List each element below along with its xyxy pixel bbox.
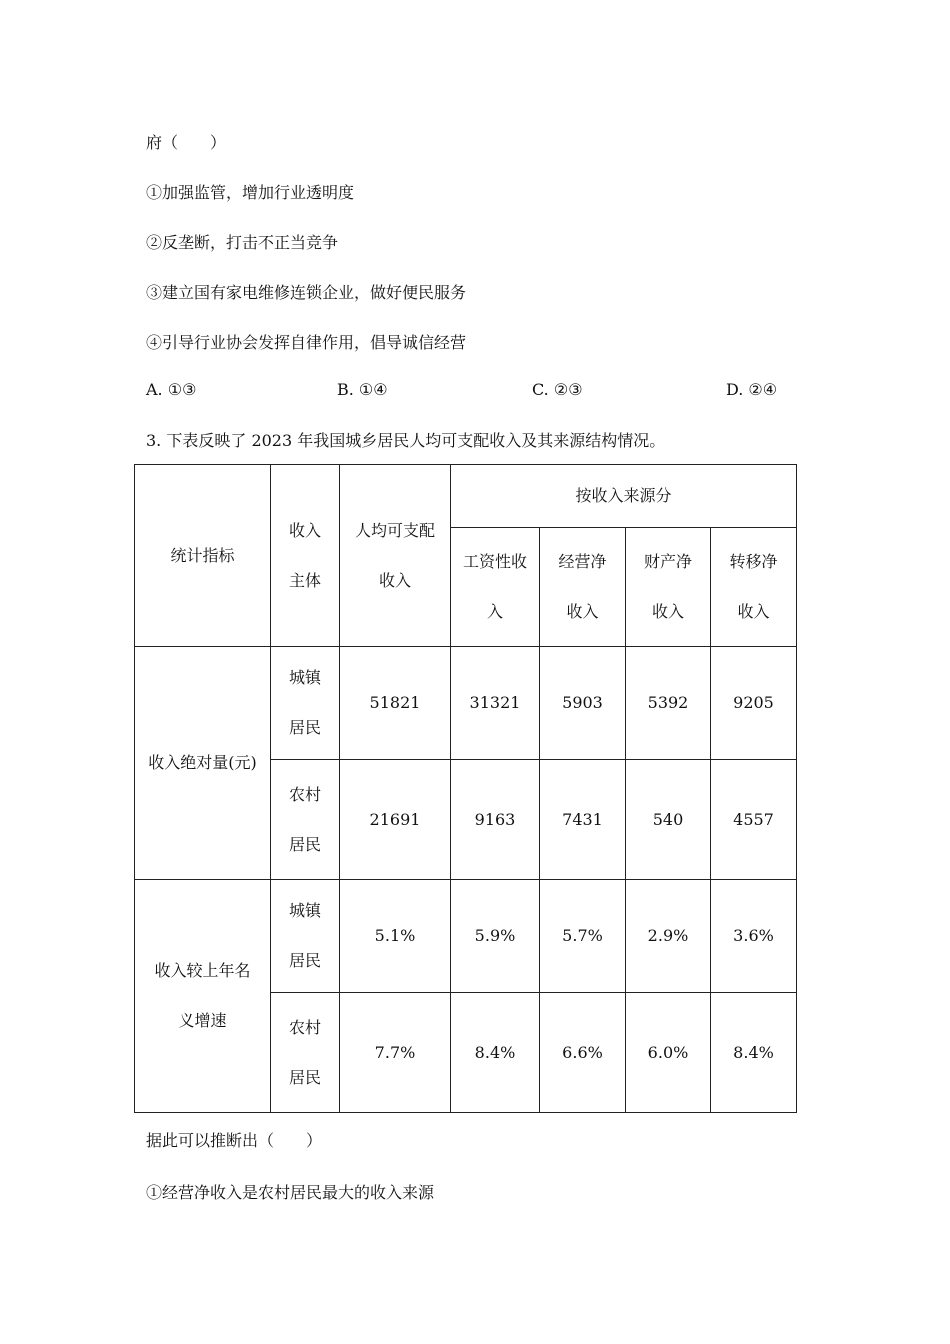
table-cell: 8.4% [451, 993, 540, 1113]
row-label-urban: 城镇 居民 [271, 647, 340, 760]
table-cell: 6.6% [540, 993, 626, 1113]
table-cell: 8.4% [711, 993, 797, 1113]
table-cell: 4557 [711, 760, 797, 880]
table-row [135, 647, 797, 760]
statement-2: ②反垄断，打击不正当竞争 [146, 233, 339, 252]
table-cell: 7431 [540, 760, 626, 880]
header-by-source: 按收入来源分 [451, 465, 797, 528]
inference-statement-1: ①经营净收入是农村居民最大的收入来源 [146, 1183, 435, 1202]
question-3-title: 3. 下表反映了 2023 年我国城乡居民人均可支配收入及其来源结构情况。 [146, 431, 666, 450]
table-cell: 21691 [340, 760, 451, 880]
option-a: A. ①③ [146, 380, 197, 399]
table-cell: 2.9% [626, 880, 711, 993]
table-cell: 5.7% [540, 880, 626, 993]
question-stem-tail: 府（ ） [146, 133, 227, 152]
table-row [135, 880, 797, 993]
table-cell: 5392 [626, 647, 711, 760]
table-cell: 5903 [540, 647, 626, 760]
row-label-rural: 农村 居民 [271, 760, 340, 880]
row-label-urban: 城镇 居民 [271, 880, 340, 993]
group-absolute: 收入绝对量(元) [135, 647, 271, 880]
table-cell: 5.9% [451, 880, 540, 993]
table-cell: 9163 [451, 760, 540, 880]
header-indicator: 统计指标 [135, 465, 271, 647]
header-business: 经营净 收入 [540, 528, 626, 647]
statement-3: ③建立国有家电维修连锁企业，做好便民服务 [146, 283, 467, 302]
table-cell: 31321 [451, 647, 540, 760]
table-cell: 3.6% [711, 880, 797, 993]
row-label-rural: 农村 居民 [271, 993, 340, 1113]
statement-4: ④引导行业协会发挥自律作用，倡导诚信经营 [146, 333, 467, 352]
option-c: C. ②③ [532, 380, 583, 399]
header-property: 财产净 收入 [626, 528, 711, 647]
table-cell: 5.1% [340, 880, 451, 993]
table-cell: 51821 [340, 647, 451, 760]
income-table [134, 464, 797, 1113]
header-per-capita: 人均可支配 收入 [340, 465, 451, 647]
header-transfer: 转移净 收入 [711, 528, 797, 647]
header-subject: 收入 主体 [271, 465, 340, 647]
table-cell: 6.0% [626, 993, 711, 1113]
table-cell: 7.7% [340, 993, 451, 1113]
table-cell: 540 [626, 760, 711, 880]
option-b: B. ①④ [337, 380, 388, 399]
inference-question: 据此可以推断出（ ） [146, 1131, 323, 1150]
group-growth: 收入较上年名 义增速 [135, 880, 271, 1113]
option-d: D. ②④ [726, 380, 778, 399]
header-wage: 工资性收 入 [451, 528, 540, 647]
table-cell: 9205 [711, 647, 797, 760]
statement-1: ①加强监管，增加行业透明度 [146, 183, 355, 202]
